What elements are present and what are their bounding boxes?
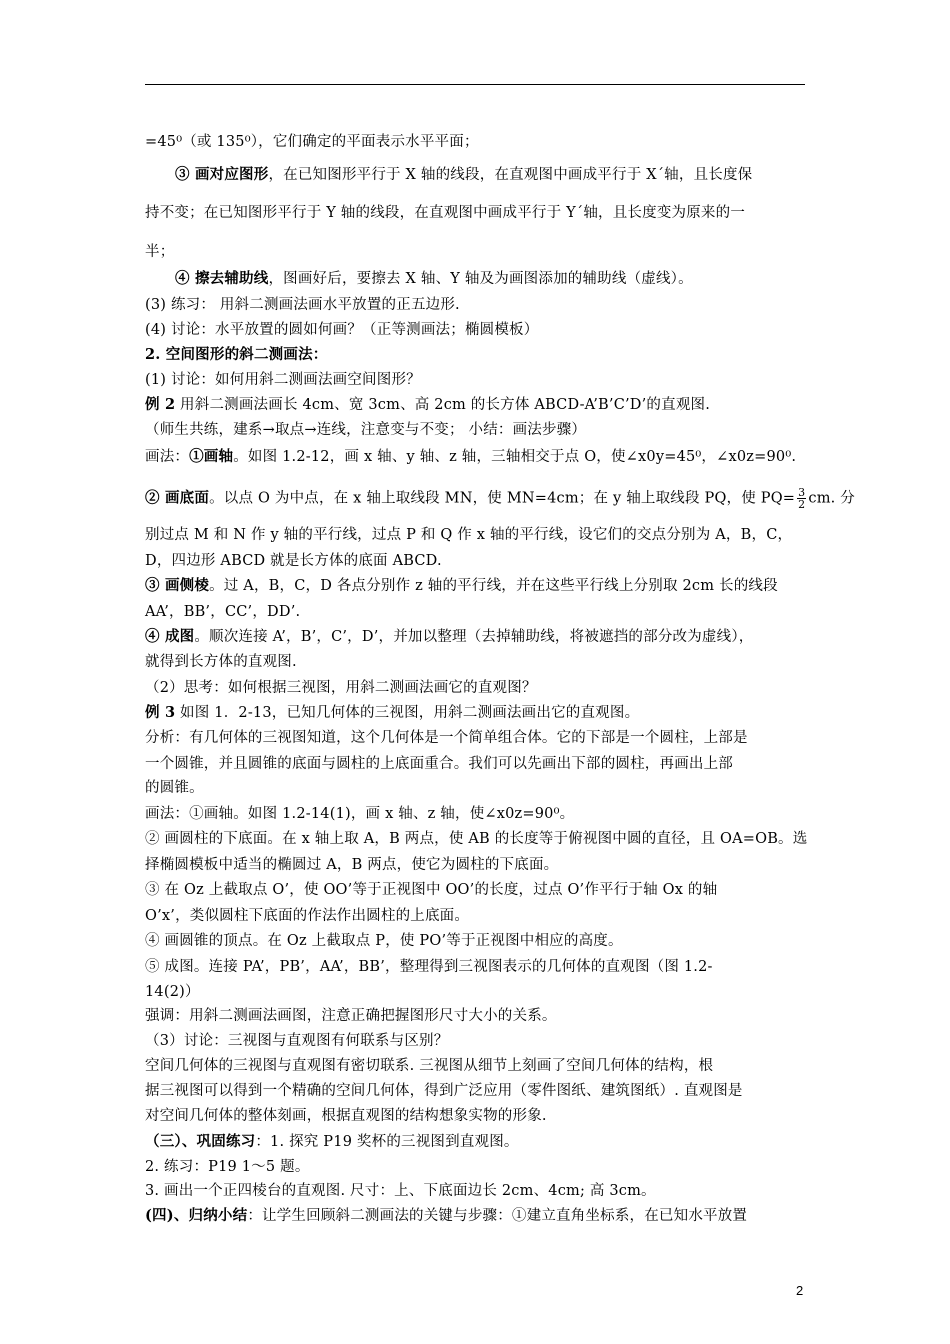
text-line: [145, 880, 807, 900]
page-number: 2: [796, 1283, 804, 1298]
text-line: [145, 551, 807, 571]
text-run: (3) 练习： 用斜二测画法画水平放置的正五边形.: [145, 297, 460, 313]
text-run: =45⁰（或 135⁰），它们确定的平面表示水平平面；: [145, 134, 479, 150]
text-run: 一个圆锥，并且圆锥的底面与圆柱的上底面重合。我们可以先画出下部的圆柱，再画出上部: [145, 756, 733, 772]
text-line: [145, 395, 807, 415]
text-line: [145, 982, 807, 1002]
text-line: [145, 1031, 807, 1051]
text-line: [145, 678, 807, 698]
text-run: （2）思考：如何根据三视图，用斜二测画法画它的直观图？: [145, 680, 537, 696]
text-run: 的圆锥。: [145, 780, 204, 796]
text-run: ，在已知图形平行于 X 轴的线段，在直观图中画成平行于 X´轴，且长度保: [268, 167, 753, 183]
text-line: [145, 728, 807, 748]
text-run: (4) 讨论：水平放置的圆如何画？（正等测画法；椭圆模板）: [145, 322, 539, 338]
text-run: 半；: [145, 244, 175, 260]
text-line: [145, 652, 807, 672]
text-run: 据三视图可以得到一个精确的空间几何体，得到广泛应用（零件图纸、建筑图纸）. 直观图是: [145, 1083, 743, 1099]
text-line: [145, 1181, 807, 1201]
text-run: ③ 在 Oz 上截取点 O’，使 OO’等于正视图中 OO’的长度，过点 O’作平行于轴 Ox 的轴: [145, 882, 718, 898]
fraction-numerator: 3: [798, 486, 806, 499]
bold-text: ② 画底面: [145, 489, 210, 507]
text-line: [145, 602, 807, 622]
bold-text: ④ 成图: [145, 628, 195, 645]
text-line: [145, 1006, 807, 1026]
bold-text: 例 3: [145, 704, 176, 721]
text-run: 。顺次连接 A’，B’，C’，D’，并加以整理（去掉辅助线，将被遮挡的部分改为虚线），: [194, 629, 754, 645]
text-run: cm. 分: [808, 490, 855, 507]
text-run: 如图 1．2-13，已知几何体的三视图，用斜二测画法画出它的直观图。: [175, 705, 640, 721]
text-run: ：让学生回顾斜二测画法的关键与步骤：①建立直角坐标系，在已知水平放置: [247, 1208, 748, 1224]
text-line: [145, 957, 807, 977]
text-run: O’x’，类似圆柱下底面的作法作出圆柱的上底面。: [145, 908, 470, 924]
text-line: [145, 804, 807, 824]
text-run: 分析：有几何体的三视图知道，这个几何体是一个简单组合体。它的下部是一个圆柱，上部是: [145, 730, 748, 746]
text-run: （师生共练，建系→取点→连线，注意变与不变； 小结：画法步骤）: [145, 422, 587, 438]
text-run: 用斜二测画法画长 4cm、宽 3cm、高 2cm 的长方体 ABCD-A’B’C’D’的直观图.: [175, 397, 711, 413]
text-line: [145, 525, 807, 545]
text-line: [145, 242, 807, 262]
text-run: ，图画好后，要擦去 X 轴、Y 轴及为画图添加的辅助线（虚线）。: [268, 271, 693, 287]
bold-text: ①画轴: [189, 448, 234, 465]
text-line: [145, 1056, 807, 1076]
text-line: [145, 754, 807, 774]
header-rule: [145, 84, 805, 85]
bold-text: （三）、巩固练习: [145, 1133, 256, 1150]
text-run: ⑤ 成图。连接 PA’，PB’，AA’，BB’，整理得到三视图表示的几何体的直观图（图 1.2-: [145, 959, 713, 975]
text-line: [145, 447, 807, 467]
text-line: [145, 1106, 807, 1126]
text-line: [175, 165, 837, 185]
text-run: ④ 画圆锥的顶点。在 Oz 上截取点 P，使 PO’等于正视图中相应的高度。: [145, 933, 623, 949]
text-line: [145, 203, 807, 223]
text-run: 持不变；在已知图形平行于 Y 轴的线段，在直观图中画成平行于 Y´轴，且长度变为原来的一: [145, 205, 746, 221]
text-run: （3）讨论：三视图与直观图有何联系与区别？: [145, 1033, 449, 1049]
text-line: [145, 132, 807, 152]
text-line: [145, 345, 807, 365]
text-run: 择椭圆模板中适当的椭圆过 A，B 两点，使它为圆柱的下底面。: [145, 857, 559, 873]
text-run: 14(2)）: [145, 984, 200, 1000]
text-run: ② 画圆柱的下底面。在 x 轴上取 A，B 两点，使 AB 的长度等于俯视图中圆的直径，且 OA=OB。选: [145, 831, 808, 847]
fraction-denominator: 2: [798, 498, 806, 511]
text-run: AA’，BB’，CC’，DD’.: [145, 604, 301, 620]
bold-text: ④ 擦去辅助线: [175, 270, 269, 287]
text-run: 强调：用斜二测画法画图，注意正确把握图形尺寸大小的关系。: [145, 1008, 557, 1024]
text-run: ：1. 探究 P19 奖杯的三视图到直观图。: [255, 1134, 519, 1150]
text-line: [145, 370, 807, 390]
text-run: 对空间几何体的整体刻画，根据直观图的结构想象实物的形象.: [145, 1108, 547, 1124]
text-line: [145, 1132, 807, 1152]
text-run: 。如图 1.2-12，画 x 轴、y 轴、z 轴，三轴相交于点 O，使∠x0y=45⁰，∠x0z=90⁰.: [233, 449, 797, 465]
bold-text: ③ 画对应图形: [175, 166, 269, 183]
bold-text: 例 2: [145, 396, 176, 413]
text-line: [145, 576, 807, 596]
text-line: [145, 1081, 807, 1101]
bold-text: (四)、归纳小结: [145, 1207, 248, 1224]
text-line: [145, 420, 807, 440]
text-line: [145, 1206, 807, 1226]
text-line: [145, 486, 855, 511]
text-line: [145, 320, 807, 340]
text-line: [145, 778, 807, 798]
text-line: [175, 269, 837, 289]
text-run: 。以点 O 为中点，在 x 轴上取线段 MN，使 MN=4cm；在 y 轴上取线段 PQ，使 PQ=: [209, 490, 796, 507]
text-line: [145, 829, 807, 849]
text-run: 画法：①画轴。如图 1.2-14(1)，画 x 轴、z 轴，使∠x0z=90⁰。: [145, 806, 575, 822]
fraction: [797, 487, 806, 510]
text-line: [145, 627, 807, 647]
text-run: 就得到长方体的直观图.: [145, 654, 297, 670]
text-line: [145, 703, 807, 723]
text-line: [145, 855, 807, 875]
bold-text: 2. 空间图形的斜二测画法：: [145, 346, 328, 363]
text-run: 别过点 M 和 N 作 y 轴的平行线，过点 P 和 Q 作 x 轴的平行线，设它们的交点分别为 A，B，C，: [145, 527, 793, 543]
text-run: D，四边形 ABCD 就是长方体的底面 ABCD.: [145, 553, 442, 569]
text-line: [145, 1157, 807, 1177]
text-run: 画法：: [145, 449, 190, 465]
text-line: [145, 931, 807, 951]
text-line: [145, 906, 807, 926]
text-run: 。过 A，B，C，D 各点分别作 z 轴的平行线，并在这些平行线上分别取 2cm 长的线段: [209, 578, 778, 594]
text-run: 空间几何体的三视图与直观图有密切联系. 三视图从细节上刻画了空间几何体的结构，根: [145, 1058, 714, 1074]
text-line: [145, 295, 807, 315]
bold-text: ③ 画侧棱: [145, 577, 210, 594]
text-run: (1) 讨论：如何用斜二测画法画空间图形？: [145, 372, 421, 388]
text-run: 3. 画出一个正四棱台的直观图. 尺寸：上、下底面边长 2cm、4cm; 高 3cm。: [145, 1183, 656, 1199]
text-run: 2. 练习：P19 1～5 题。: [145, 1159, 310, 1175]
